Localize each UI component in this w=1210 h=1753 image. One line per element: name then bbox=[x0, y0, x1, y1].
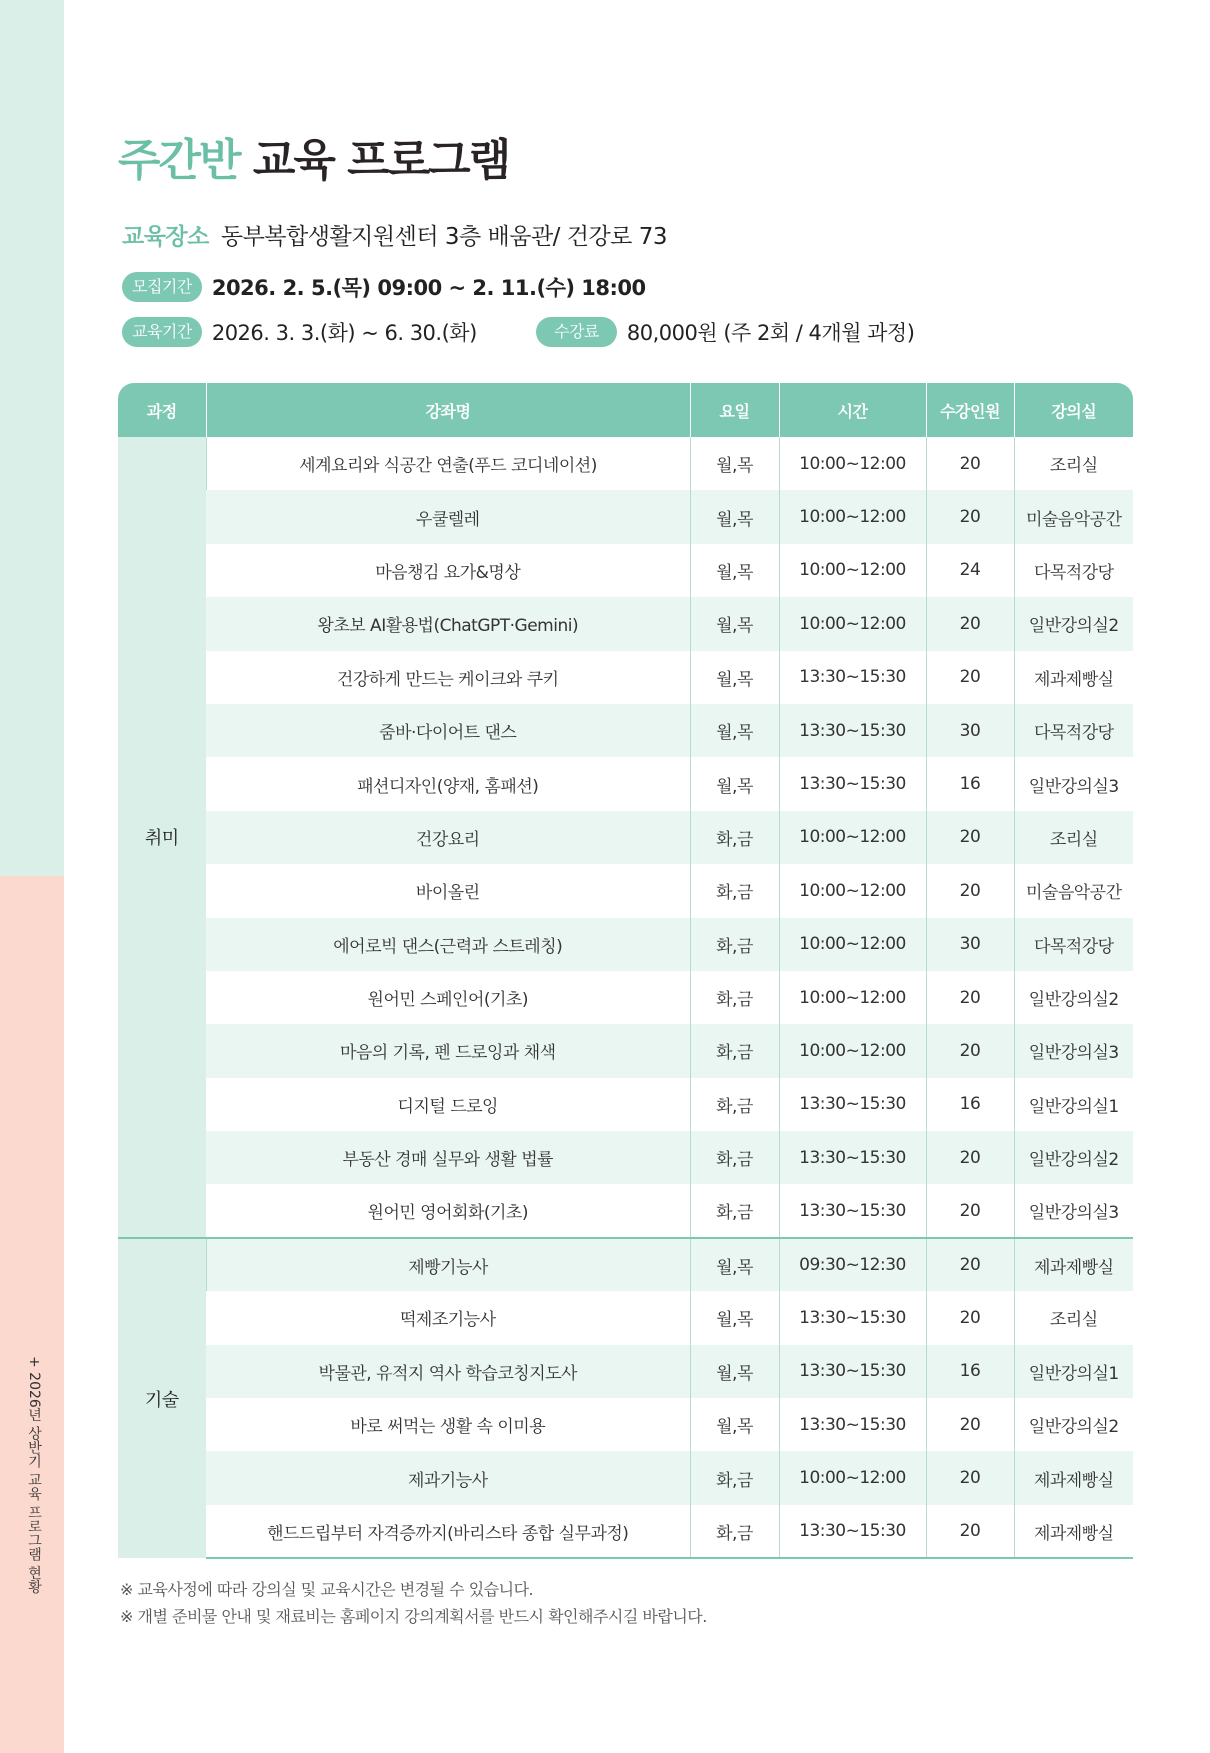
days-cell: 월,목 bbox=[690, 1345, 779, 1398]
time-cell: 13:30~15:30 bbox=[779, 1505, 926, 1558]
capacity-cell: 20 bbox=[926, 651, 1014, 704]
days-cell: 월,목 bbox=[690, 1291, 779, 1344]
course-category: 취미 bbox=[118, 437, 206, 1238]
lecture-name-cell: 세계요리와 식공간 연출(푸드 코디네이션) bbox=[206, 437, 690, 490]
time-cell: 10:00~12:00 bbox=[779, 597, 926, 650]
table-row bbox=[118, 971, 1133, 1024]
days-cell: 월,목 bbox=[690, 757, 779, 810]
table-row bbox=[118, 1505, 1133, 1558]
table-row bbox=[118, 437, 1133, 490]
capacity-cell: 20 bbox=[926, 1184, 1014, 1237]
place-label: 교육장소 bbox=[122, 224, 209, 250]
room-cell: 일반강의실2 bbox=[1014, 1398, 1133, 1451]
capacity-cell: 20 bbox=[926, 1024, 1014, 1077]
capacity-cell: 30 bbox=[926, 918, 1014, 971]
program-table bbox=[118, 383, 1133, 1559]
capacity-cell: 20 bbox=[926, 864, 1014, 917]
period-value: 2026. 3. 3.(화) ~ 6. 30.(화) bbox=[211, 321, 477, 345]
capacity-cell: 20 bbox=[926, 811, 1014, 864]
capacity-cell: 16 bbox=[926, 1345, 1014, 1398]
time-cell: 13:30~15:30 bbox=[779, 704, 926, 757]
capacity-cell: 20 bbox=[926, 1398, 1014, 1451]
capacity-cell: 16 bbox=[926, 1078, 1014, 1131]
room-cell: 조리실 bbox=[1014, 1291, 1133, 1344]
table-row bbox=[118, 1451, 1133, 1504]
capacity-cell: 20 bbox=[926, 597, 1014, 650]
time-cell: 13:30~15:30 bbox=[779, 1291, 926, 1344]
tuition-fee bbox=[536, 317, 914, 347]
room-cell: 일반강의실1 bbox=[1014, 1345, 1133, 1398]
lecture-name-cell: 건강하게 만드는 케이크와 쿠키 bbox=[336, 669, 559, 690]
header-lecture: 강좌명 bbox=[206, 383, 690, 437]
header-days: 요일 bbox=[690, 383, 779, 437]
days-cell: 화,금 bbox=[690, 1451, 779, 1504]
capacity-cell: 20 bbox=[926, 1291, 1014, 1344]
days-cell: 화,금 bbox=[690, 811, 779, 864]
program-table-wrap bbox=[118, 383, 1133, 1559]
days-cell: 화,금 bbox=[690, 1505, 779, 1558]
recruit-period bbox=[122, 272, 646, 302]
table-row bbox=[118, 918, 1133, 971]
days-cell: 화,금 bbox=[690, 1078, 779, 1131]
table-row bbox=[118, 1184, 1133, 1237]
table-row bbox=[118, 1024, 1133, 1077]
room-cell: 조리실 bbox=[1014, 437, 1133, 490]
lecture-name-cell: 원어민 스페인어(기초) bbox=[367, 990, 528, 1011]
capacity-cell: 20 bbox=[926, 971, 1014, 1024]
lecture-name-cell: 제과기능사 bbox=[206, 1451, 690, 1504]
header-time: 시간 bbox=[779, 383, 926, 437]
room-cell: 다목적강당 bbox=[1014, 544, 1133, 597]
side-band-top bbox=[0, 0, 64, 876]
capacity-cell: 20 bbox=[926, 1131, 1014, 1184]
lecture-name-cell: 제빵기능사 bbox=[206, 1238, 690, 1291]
lecture-name-cell: 박물관, 유적지 역사 학습코칭지도사 bbox=[206, 1345, 690, 1398]
recruit-value: 2026. 2. 5.(목) 09:00 ~ 2. 11.(수) 18:00 bbox=[211, 276, 646, 300]
days-cell: 화,금 bbox=[690, 864, 779, 917]
time-cell: 10:00~12:00 bbox=[779, 1451, 926, 1504]
room-cell: 일반강의실3 bbox=[1014, 1184, 1133, 1237]
days-cell: 화,금 bbox=[690, 918, 779, 971]
table-row bbox=[118, 1291, 1133, 1344]
table-row bbox=[118, 1345, 1133, 1398]
days-cell: 화,금 bbox=[690, 1184, 779, 1237]
days-cell: 월,목 bbox=[690, 704, 779, 757]
education-period bbox=[122, 317, 477, 347]
days-cell: 월,목 bbox=[690, 651, 779, 704]
place-value: 동부복합생활지원센터 3층 배움관/ 건강로 73 bbox=[220, 224, 667, 250]
notes bbox=[120, 1576, 707, 1630]
time-cell: 13:30~15:30 bbox=[779, 1184, 926, 1237]
capacity-cell: 30 bbox=[926, 704, 1014, 757]
table-row bbox=[118, 597, 1133, 650]
time-cell: 10:00~12:00 bbox=[779, 490, 926, 543]
room-cell: 일반강의실2 bbox=[1014, 1131, 1133, 1184]
time-cell: 10:00~12:00 bbox=[779, 971, 926, 1024]
room-cell: 일반강의실2 bbox=[1014, 971, 1133, 1024]
note-line: ※ 교육사정에 따라 강의실 및 교육시간은 변경될 수 있습니다. bbox=[120, 1580, 534, 1599]
fee-value: 80,000원 (주 2회 / 4개월 과정) bbox=[626, 321, 915, 345]
education-place bbox=[122, 218, 667, 251]
room-cell: 미술음악공간 bbox=[1014, 864, 1133, 917]
time-cell: 10:00~12:00 bbox=[779, 437, 926, 490]
header-capacity: 수강인원 bbox=[926, 383, 1014, 437]
table-row bbox=[118, 757, 1133, 810]
time-cell: 10:00~12:00 bbox=[779, 1024, 926, 1077]
lecture-name-cell: 부동산 경매 실무와 생활 법률 bbox=[206, 1131, 690, 1184]
room-cell: 제과제빵실 bbox=[1014, 1238, 1133, 1291]
days-cell: 월,목 bbox=[690, 490, 779, 543]
lecture-name-cell: 줌바·다이어트 댄스 bbox=[206, 704, 690, 757]
days-cell: 화,금 bbox=[690, 1131, 779, 1184]
lecture-name-cell: 왕초보 AI활용법(ChatGPT·Gemini) bbox=[206, 597, 690, 650]
page-title bbox=[118, 124, 509, 188]
room-cell: 조리실 bbox=[1014, 811, 1133, 864]
table-row bbox=[118, 811, 1133, 864]
recruit-badge: 모집기간 bbox=[122, 272, 202, 302]
lecture-name-cell: 우쿨렐레 bbox=[206, 490, 690, 543]
time-cell: 10:00~12:00 bbox=[779, 811, 926, 864]
room-cell: 일반강의실2 bbox=[1014, 597, 1133, 650]
capacity-cell: 20 bbox=[926, 437, 1014, 490]
room-cell: 다목적강당 bbox=[1014, 704, 1133, 757]
note-line: ※ 개별 준비물 안내 및 재료비는 홈페이지 강의계획서를 반드시 확인해주시길 바랍니다. bbox=[120, 1607, 707, 1626]
capacity-cell: 16 bbox=[926, 757, 1014, 810]
table-row bbox=[118, 704, 1133, 757]
lecture-name-cell: 바이올린 bbox=[415, 883, 480, 904]
capacity-cell: 20 bbox=[926, 1451, 1014, 1504]
time-cell: 13:30~15:30 bbox=[779, 651, 926, 704]
time-cell: 10:00~12:00 bbox=[779, 544, 926, 597]
days-cell: 화,금 bbox=[690, 971, 779, 1024]
table-row bbox=[118, 544, 1133, 597]
side-band-bottom bbox=[0, 876, 64, 1753]
days-cell: 월,목 bbox=[690, 597, 779, 650]
room-cell: 일반강의실1 bbox=[1014, 1078, 1133, 1131]
lecture-name-cell: 떡제조기능사 bbox=[399, 1310, 496, 1331]
days-cell: 월,목 bbox=[690, 1238, 779, 1291]
table-header-row bbox=[118, 383, 1133, 437]
header-room: 강의실 bbox=[1014, 383, 1133, 437]
table-row bbox=[118, 864, 1133, 917]
capacity-cell: 20 bbox=[926, 1505, 1014, 1558]
course-category: 기술 bbox=[118, 1238, 206, 1558]
table-row bbox=[118, 1078, 1133, 1131]
lecture-name-cell: 마음의 기록, 펜 드로잉과 채색 bbox=[206, 1024, 690, 1077]
table-row bbox=[118, 1131, 1133, 1184]
time-cell: 13:30~15:30 bbox=[779, 1398, 926, 1451]
period-badge: 교육기간 bbox=[122, 317, 202, 347]
days-cell: 월,목 bbox=[690, 1398, 779, 1451]
lecture-name-cell: 바로 써먹는 생활 속 이미용 bbox=[350, 1417, 546, 1438]
lecture-name-cell: 핸드드립부터 자격증까지(바리스타 종합 실무과정) bbox=[206, 1505, 690, 1558]
lecture-name-cell: 디지털 드로잉 bbox=[397, 1096, 498, 1117]
time-cell: 13:30~15:30 bbox=[779, 1078, 926, 1131]
lecture-name-cell: 패션디자인(양재, 홈패션) bbox=[357, 776, 539, 797]
days-cell: 화,금 bbox=[690, 1024, 779, 1077]
room-cell: 미술음악공간 bbox=[1014, 490, 1133, 543]
capacity-cell: 20 bbox=[926, 1238, 1014, 1291]
table-row bbox=[118, 1238, 1133, 1291]
room-cell: 다목적강당 bbox=[1014, 918, 1133, 971]
title-rest: 교육 프로그램 bbox=[239, 135, 510, 186]
room-cell: 제과제빵실 bbox=[1014, 1505, 1133, 1558]
fee-badge: 수강료 bbox=[536, 317, 617, 347]
room-cell: 제과제빵실 bbox=[1014, 651, 1133, 704]
header-course: 과정 bbox=[118, 383, 206, 437]
days-cell: 월,목 bbox=[690, 437, 779, 490]
table-row bbox=[118, 651, 1133, 704]
room-cell: 일반강의실3 bbox=[1014, 1024, 1133, 1077]
room-cell: 제과제빵실 bbox=[1014, 1451, 1133, 1504]
days-cell: 월,목 bbox=[690, 544, 779, 597]
capacity-cell: 24 bbox=[926, 544, 1014, 597]
time-cell: 09:30~12:30 bbox=[779, 1238, 926, 1291]
time-cell: 13:30~15:30 bbox=[779, 757, 926, 810]
lecture-name-cell: 에어로빅 댄스(근력과 스트레칭) bbox=[206, 918, 690, 971]
title-accent: 주간반 bbox=[118, 135, 240, 186]
time-cell: 10:00~12:00 bbox=[779, 918, 926, 971]
capacity-cell: 20 bbox=[926, 490, 1014, 543]
lecture-name-cell: 마음챙김 요가&명상 bbox=[375, 562, 521, 583]
table-row bbox=[118, 490, 1133, 543]
table-row bbox=[118, 1398, 1133, 1451]
room-cell: 일반강의실3 bbox=[1014, 757, 1133, 810]
lecture-name-cell: 건강요리 bbox=[206, 811, 690, 864]
lecture-name-cell: 원어민 영어회화(기초) bbox=[367, 1203, 528, 1224]
time-cell: 13:30~15:30 bbox=[779, 1131, 926, 1184]
side-caption: + 2026년 상반기 교육 프로그램 현황 bbox=[26, 1356, 42, 1594]
time-cell: 13:30~15:30 bbox=[779, 1345, 926, 1398]
time-cell: 10:00~12:00 bbox=[779, 864, 926, 917]
